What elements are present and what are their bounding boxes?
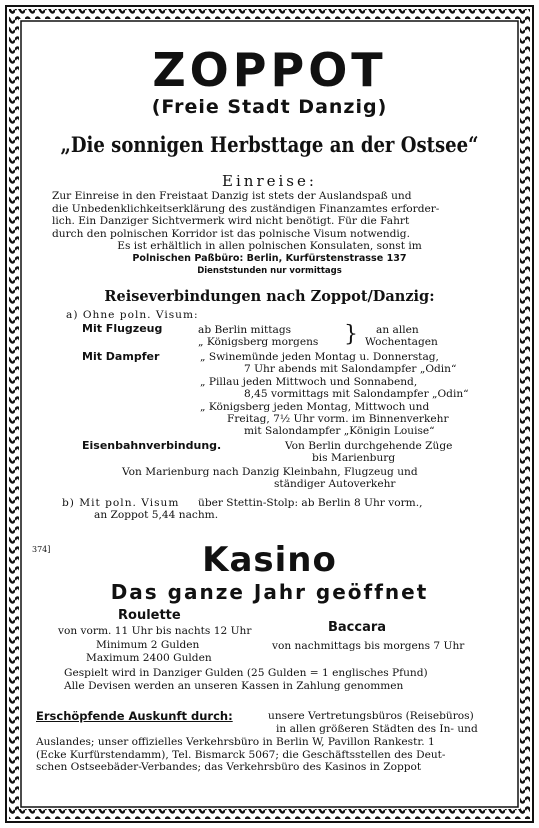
option-a-label: a) Ohne poln. Visum: [66, 309, 199, 321]
entry-paragraph [52, 190, 487, 278]
maximum-stake: Maximum 2400 Gulden [86, 652, 212, 664]
casino-open-all-year: Das ganze Jahr geöffnet [110, 580, 429, 604]
information-block [36, 710, 504, 774]
slogan: „Die sonnigen Herbsttage an der Ostsee“ [60, 132, 479, 157]
plane-line: ab Berlin mittags [198, 324, 292, 336]
plane-label: Mit Flugzeug [82, 322, 163, 335]
entry-line: die Unbedenklichkeitserklärung des zuständigen Finanzamtes erforder- [52, 202, 440, 215]
entry-line: lich. Ein Danziger Sichtvermerk wird nicht benötigt. Für die Fahrt [52, 215, 410, 227]
steamer-label: Mit Dampfer [82, 350, 160, 363]
plane-days: Wochentagen [365, 336, 438, 348]
information-line: in allen größeren Städten des In- und [276, 723, 478, 735]
entry-line: Zur Einreise in den Freistaat Danzig ist stets der Auslandspaß und [52, 190, 412, 202]
plane-line: „ Königsberg morgens [198, 336, 319, 348]
rail-label: Eisenbahnverbindung. [82, 439, 222, 452]
option-b-line: über Stettin-Stolp: ab Berlin 8 Uhr vorm., [198, 497, 423, 509]
entry-heading: Einreise: [222, 172, 317, 190]
roulette-hours: von vorm. 11 Uhr bis nachts 12 Uhr [58, 625, 252, 637]
travel-heading: Reiseverbindungen nach Zoppot/Danzig: [104, 288, 435, 305]
steamer-line: „ Swinemünde jeden Montag u. Donnerstag, [200, 351, 439, 363]
currency-note: Gespielt wird in Danziger Gulden (25 Gulden = 1 englisches Pfund) [64, 667, 428, 679]
baccara-hours: von nachmittags bis morgens 7 Uhr [272, 640, 465, 652]
entry-line: Es ist erhältlich in allen polnischen Konsulaten, sonst im [117, 240, 422, 252]
minimum-stake: Minimum 2 Gulden [96, 639, 200, 651]
steamer-line: 7 Uhr abends mit Salondampfer „Odin“ [244, 363, 457, 375]
steamer-line: 8,45 vormittags mit Salondampfer „Odin“ [244, 388, 469, 400]
advertisement-page [22, 20, 517, 808]
steamer-line: „ Königsberg jeden Montag, Mittwoch und [200, 401, 430, 413]
option-b-line: an Zoppot 5,44 nachm. [94, 509, 219, 521]
information-line: unsere Vertretungsbüros (Reisebüros) [268, 710, 474, 722]
option-b-label: b) Mit poln. Visum [62, 497, 180, 509]
rail-line: ständiger Autoverkehr [274, 478, 396, 490]
page-subtitle: (Freie Stadt Danzig) [151, 96, 388, 118]
roulette-label: Roulette [118, 608, 181, 623]
information-line: schen Ostseebäder-Verbandes; das Verkehrsbüro des Kasinos in Zoppot [36, 761, 422, 774]
information-line: (Ecke Kurfürstendamm), Tel. Bismarck 5067; die Geschäftsstellen des Deut- [36, 748, 446, 761]
steamer-line: mit Salondampfer „Königin Louise“ [244, 425, 435, 437]
plane-days: an allen [376, 324, 419, 336]
ad-code: 374] [32, 545, 51, 554]
casino-title: Kasino [202, 540, 337, 580]
baccara-label: Baccara [328, 620, 387, 635]
currency-note: Alle Devisen werden an unseren Kassen in Zahlung genommen [64, 680, 404, 692]
rail-line: Von Berlin durchgehende Züge [285, 440, 453, 452]
steamer-line: „ Pillau jeden Mittwoch und Sonnabend, [200, 376, 418, 388]
office-hours: Dienststunden nur vormittags [197, 266, 342, 276]
rail-line: Von Marienburg nach Danzig Kleinbahn, Flugzeug und [122, 466, 418, 478]
brace-glyph: } [344, 322, 358, 347]
information-label: Erschöpfende Auskunft durch: [36, 709, 233, 723]
steamer-line: Freitag, 7½ Uhr vorm. im Binnenverkehr [227, 413, 449, 425]
passport-office: Polnischen Paßbüro: Berlin, Kurfürstenstrasse 137 [132, 252, 407, 264]
information-line: Auslandes; unser offizielles Verkehrsbüro in Berlin W, Pavillon Rankestr. 1 [36, 736, 435, 748]
entry-line: durch den polnischen Korridor ist das polnische Visum notwendig. [52, 227, 410, 240]
rail-line: bis Marienburg [312, 452, 396, 464]
page-title: ZOPPOT [152, 43, 387, 97]
